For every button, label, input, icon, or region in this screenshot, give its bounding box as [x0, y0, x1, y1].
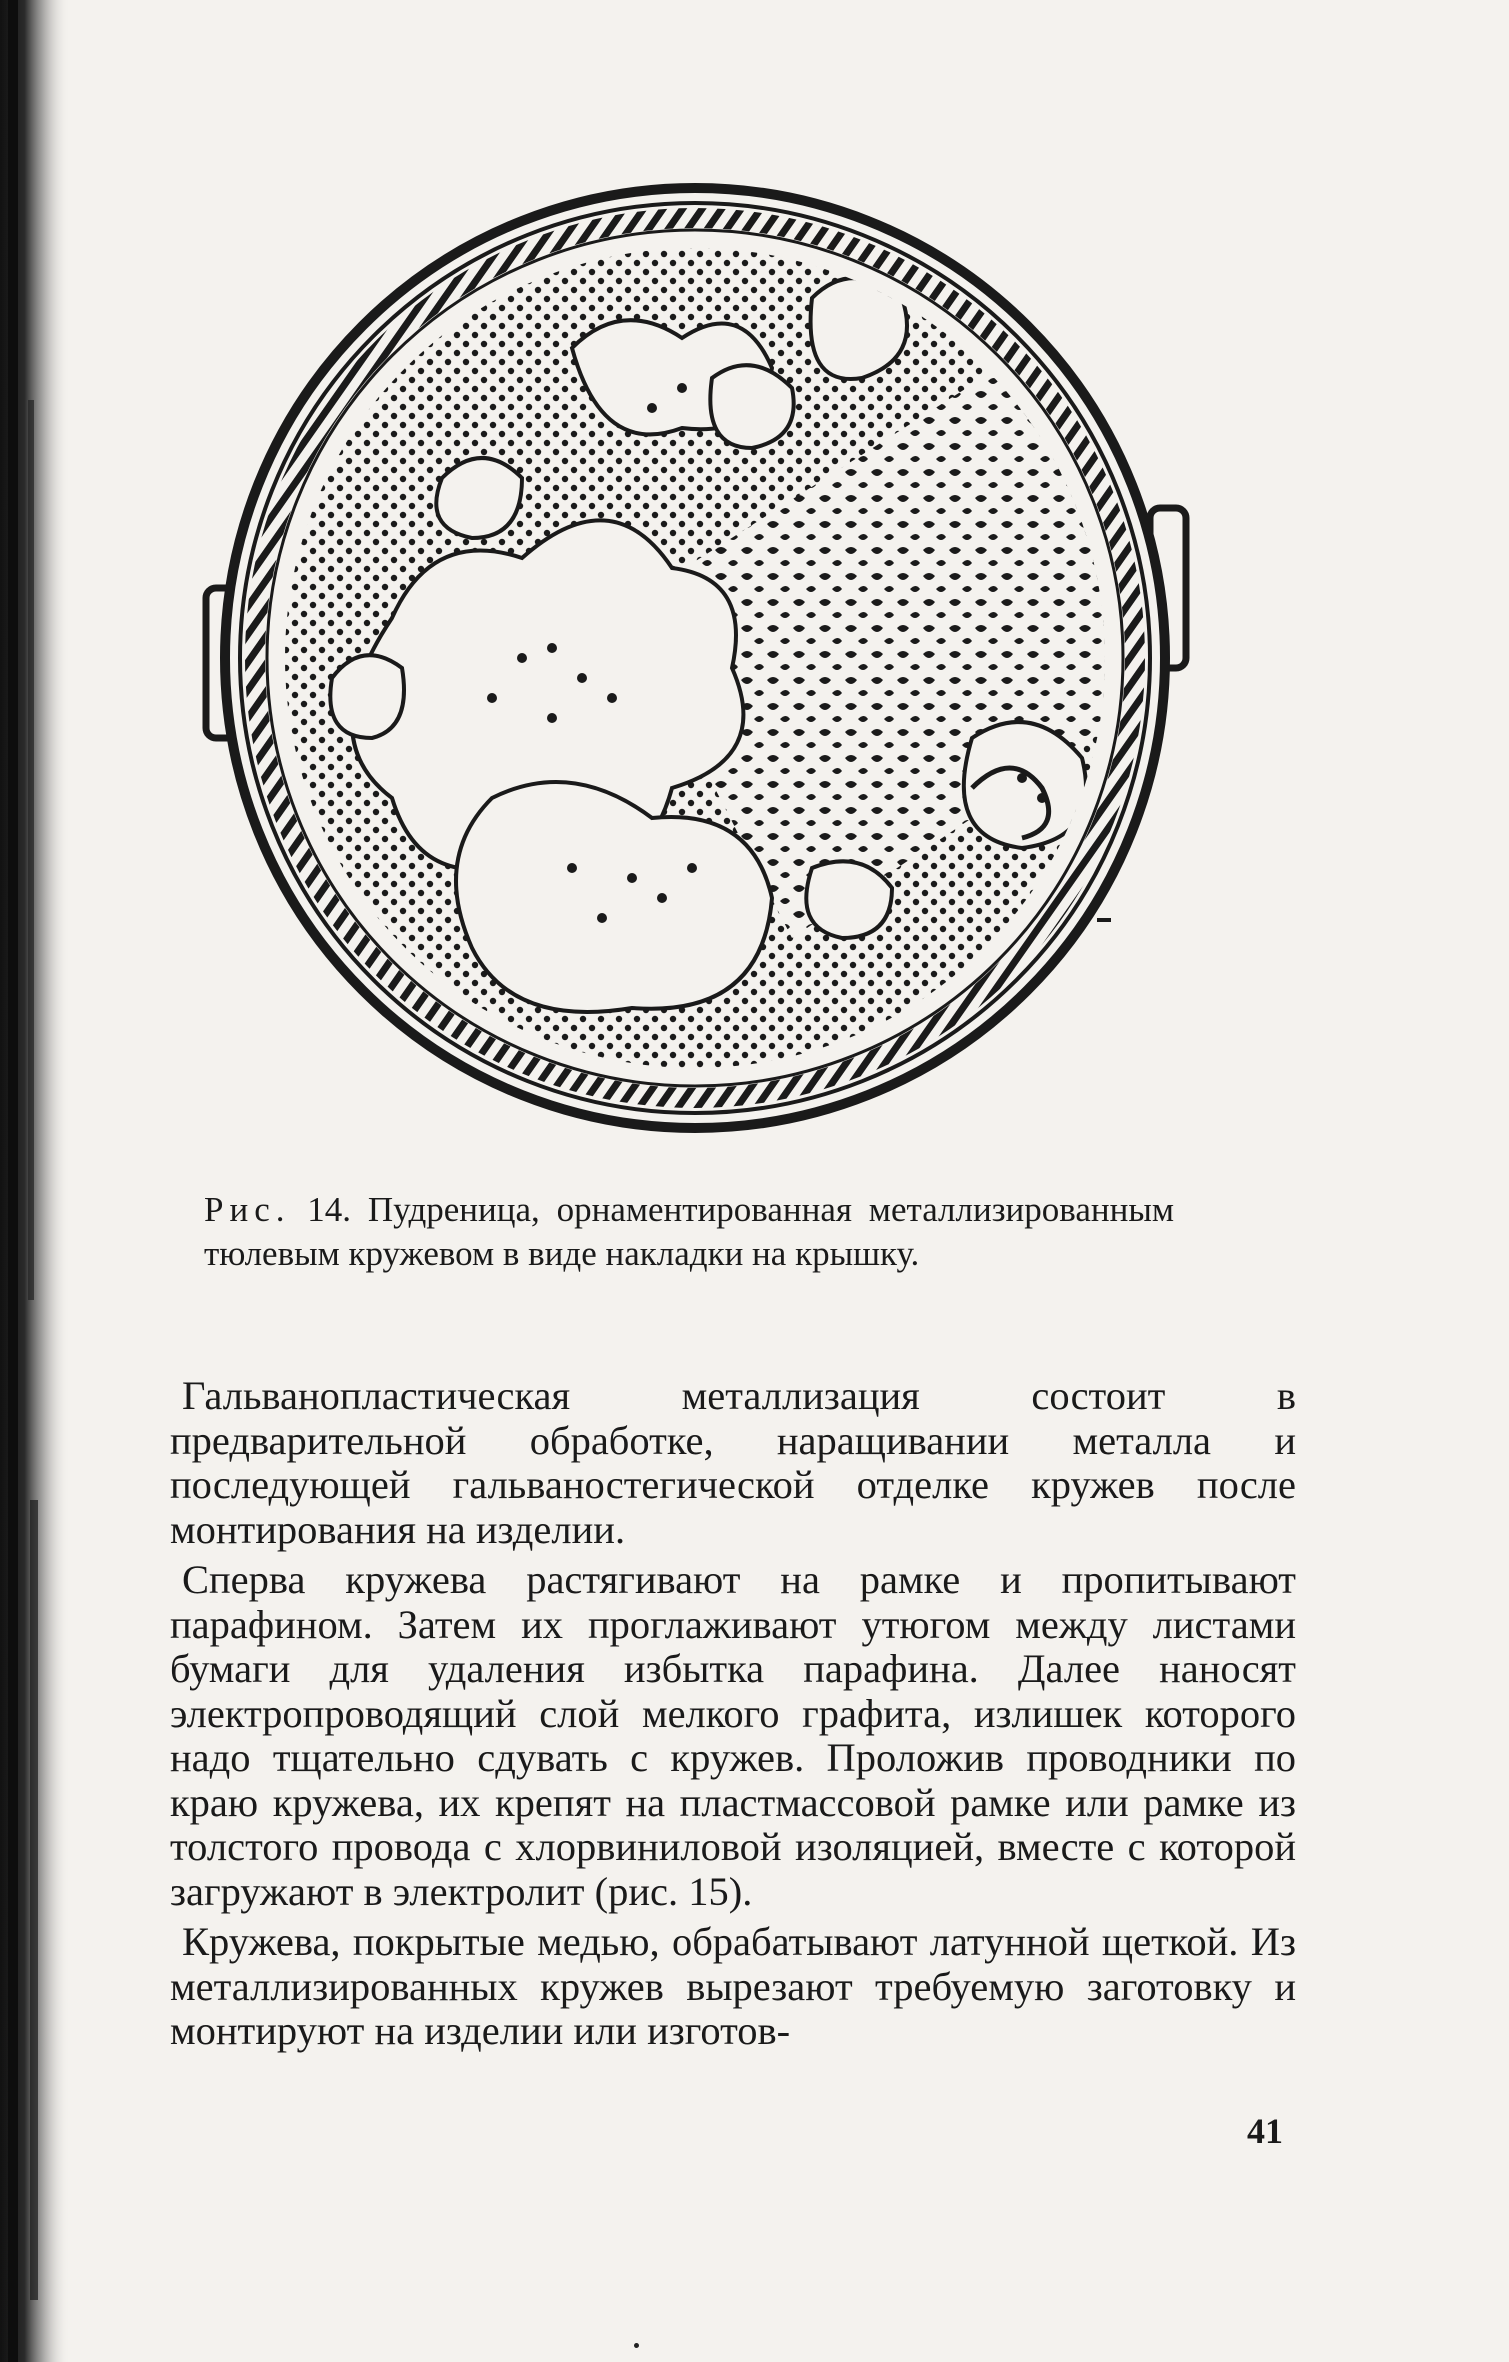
caption-text: 14. Пудреница, орнаментированная металлизированным тюлевым кружевом в виде накладки на крышку. [204, 1190, 1174, 1273]
body-text [170, 1374, 1296, 2054]
lace-compact-figure [192, 178, 1198, 1144]
print-dot [634, 2343, 639, 2348]
caption-lead: Рис. [204, 1190, 291, 1229]
page-number: 41 [1247, 2111, 1283, 2151]
paragraph-2: Сперва кружева растягивают на рамке и пропитывают парафином. Затем их проглаживают утюгом между листами бумаги для удаления избытка парафина. Далее наносят электропроводящий слой мелкого графита, излишек которого надо тщательно сдувать с кружев. Проложив проводники по краю кружева, их крепят на пластмассовой рамке или рамке из толстого провода с хлорвиниловой изоляцией, вместе с которой загружают в электролит (рис. 15). [170, 1557, 1296, 1914]
binding-edge [0, 0, 70, 2362]
paragraph-3: Кружева, покрытые медью, обрабатывают латунной щеткой. Из металлизированных кружев вырезают требуемую заготовку и монтируют на изделии или изготов- [170, 1919, 1296, 2053]
paragraph-1: Гальванопластическая металлизация состоит в предварительной обработке, наращивании металла и последующей гальваностегической отделке кружев после монтирования на изделии. [170, 1373, 1296, 1552]
figure-caption [204, 1188, 1174, 1276]
